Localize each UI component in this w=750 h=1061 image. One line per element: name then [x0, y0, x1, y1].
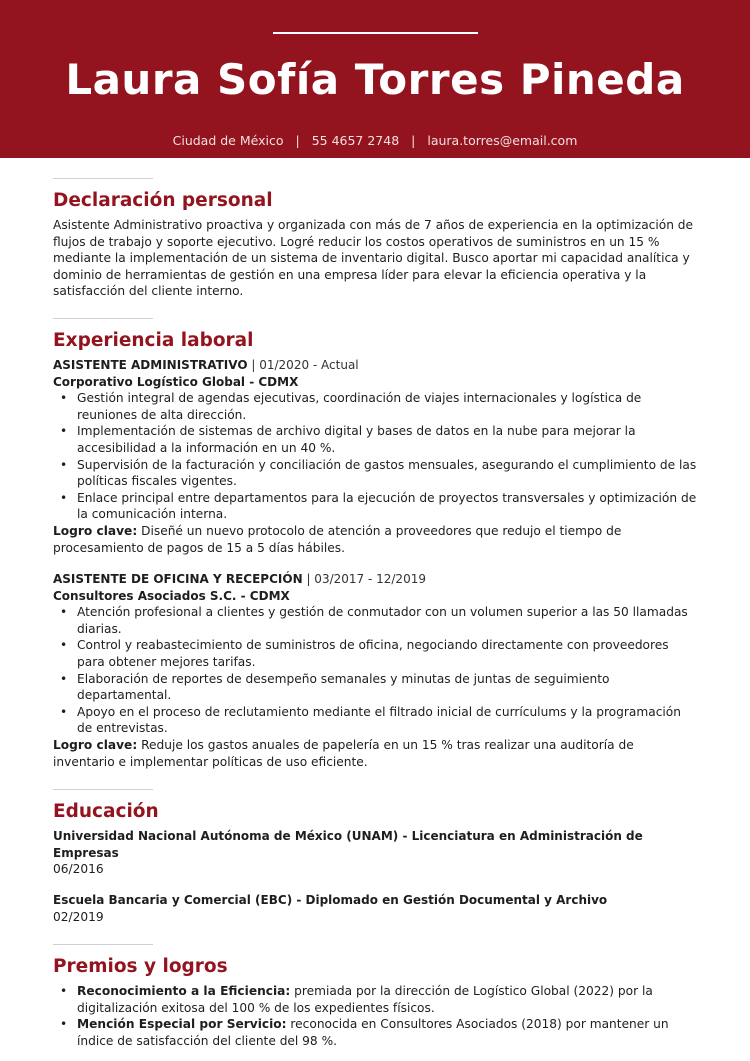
section-divider: [53, 178, 153, 179]
list-item: • Control y reabastecimiento de suministros de oficina, negociando directamente con proveedores para obtener mejores tarifas.: [53, 637, 697, 670]
job-bullets: [53, 604, 697, 737]
resume-body: [0, 158, 750, 1050]
contact-separator: |: [295, 133, 300, 148]
education-entry: [53, 828, 697, 878]
education-institution: Universidad Nacional Autónoma de México (UNAM) - Licenciatura en Administración de Empresas: [53, 829, 643, 860]
list-item: • Atención profesional a clientes y gestión de conmutador con un volumen superior a las 50 llamadas diarias.: [53, 604, 697, 637]
list-item: [53, 1016, 697, 1049]
key-text: Diseñé un nuevo protocolo de atención a proveedores que redujo el tiempo de procesamiento de pagos de 15 a 5 días hábiles.: [53, 523, 622, 555]
award-label: Reconocimiento a la Eficiencia:: [77, 984, 291, 999]
resume-header: [0, 0, 750, 158]
job-key-achievement: [53, 523, 697, 556]
key-text: Reduje los gastos anuales de papelería en un 15 % tras realizar una auditoría de inventario e implementar políticas de uso eficiente.: [53, 738, 634, 769]
education-date: 02/2019: [53, 909, 104, 924]
section-divider: [53, 789, 153, 790]
summary-text: Asistente Administrativo proactiva y organizada con más de 7 años de experiencia en la optimización de flujos de trabajo y soporte ejecutivo. Logré reducir los costos operativos de suministros en un 15 % mediante la implementación de un sistema de inventario digital. Busco aportar mi capacidad analítica y dominio de herramientas de gestión en una empresa líder para elevar la eficiencia operativa y la satisfacción del cliente interno.: [53, 218, 694, 299]
list-item: • Enlace principal entre departamentos para la ejecución de proyectos transversales y optimización de la comunicación interna.: [53, 490, 697, 523]
section-title-experience: Experiencia laboral: [53, 329, 254, 351]
job-key-achievement: [53, 737, 697, 770]
list-item: [53, 983, 697, 1016]
contact-line: [0, 132, 750, 150]
job-dates: | 01/2020 - Actual: [251, 357, 359, 372]
candidate-name: Laura Sofía Torres Pineda: [65, 55, 685, 104]
award-label: Mención Especial por Servicio:: [77, 1017, 287, 1032]
contact-phone: 55 4657 2748: [311, 133, 400, 148]
job-role: ASISTENTE ADMINISTRATIVO: [53, 357, 248, 372]
key-label: Logro clave:: [53, 523, 138, 538]
job-title-line: [53, 571, 697, 588]
header-top-line: [273, 32, 478, 34]
award-text: reconocida en Consultores Asociados (2018) por mantener un índice de satisfacción del cliente del 98 %.: [77, 1017, 669, 1048]
contact-email: laura.torres@email.com: [427, 133, 578, 148]
list-item: • Gestión integral de agendas ejecutivas, coordinación de viajes internacionales y logística de reuniones de alta dirección.: [53, 390, 697, 423]
job-entry: [53, 571, 697, 770]
contact-separator: |: [411, 133, 416, 148]
list-item: • Apoyo en el proceso de reclutamiento mediante el filtrado inicial de currículums y la programación de entrevistas.: [53, 704, 697, 737]
list-item: • Implementación de sistemas de archivo digital y bases de datos en la nube para mejorar la accesibilidad a la información en un 40 %.: [53, 423, 697, 456]
award-text: premiada por la dirección de Logístico Global (2022) por la digitalización exitosa del 100 % de los expedientes físicos.: [77, 984, 653, 1015]
list-item: • Elaboración de reportes de desempeño semanales y minutas de juntas de seguimiento departamental.: [53, 671, 697, 704]
job-dates: | 03/2017 - 12/2019: [306, 572, 426, 587]
key-label: Logro clave:: [53, 738, 138, 753]
job-role: ASISTENTE DE OFICINA Y RECEPCIÓN: [53, 572, 303, 587]
job-company: Consultores Asociados S.C. - CDMX: [53, 588, 290, 603]
job-entry: [53, 357, 697, 556]
education-date: 06/2016: [53, 862, 104, 877]
job-bullets: [53, 390, 697, 523]
education-entry: [53, 892, 697, 925]
contact-city: Ciudad de México: [172, 133, 284, 148]
awards-list: [53, 983, 697, 1049]
section-title-awards: Premios y logros: [53, 956, 228, 978]
section-title-education: Educación: [53, 801, 159, 823]
section-divider: [53, 318, 153, 319]
list-item: • Supervisión de la facturación y conciliación de gastos mensuales, asegurando el cumplimiento de las políticas fiscales vigentes.: [53, 457, 697, 490]
education-institution: Escuela Bancaria y Comercial (EBC) - Diplomado en Gestión Documental y Archivo: [53, 893, 608, 907]
job-company: Corporativo Logístico Global - CDMX: [53, 374, 299, 389]
job-title-line: [53, 357, 697, 374]
section-title-summary: Declaración personal: [53, 190, 273, 211]
section-divider: [53, 944, 153, 945]
